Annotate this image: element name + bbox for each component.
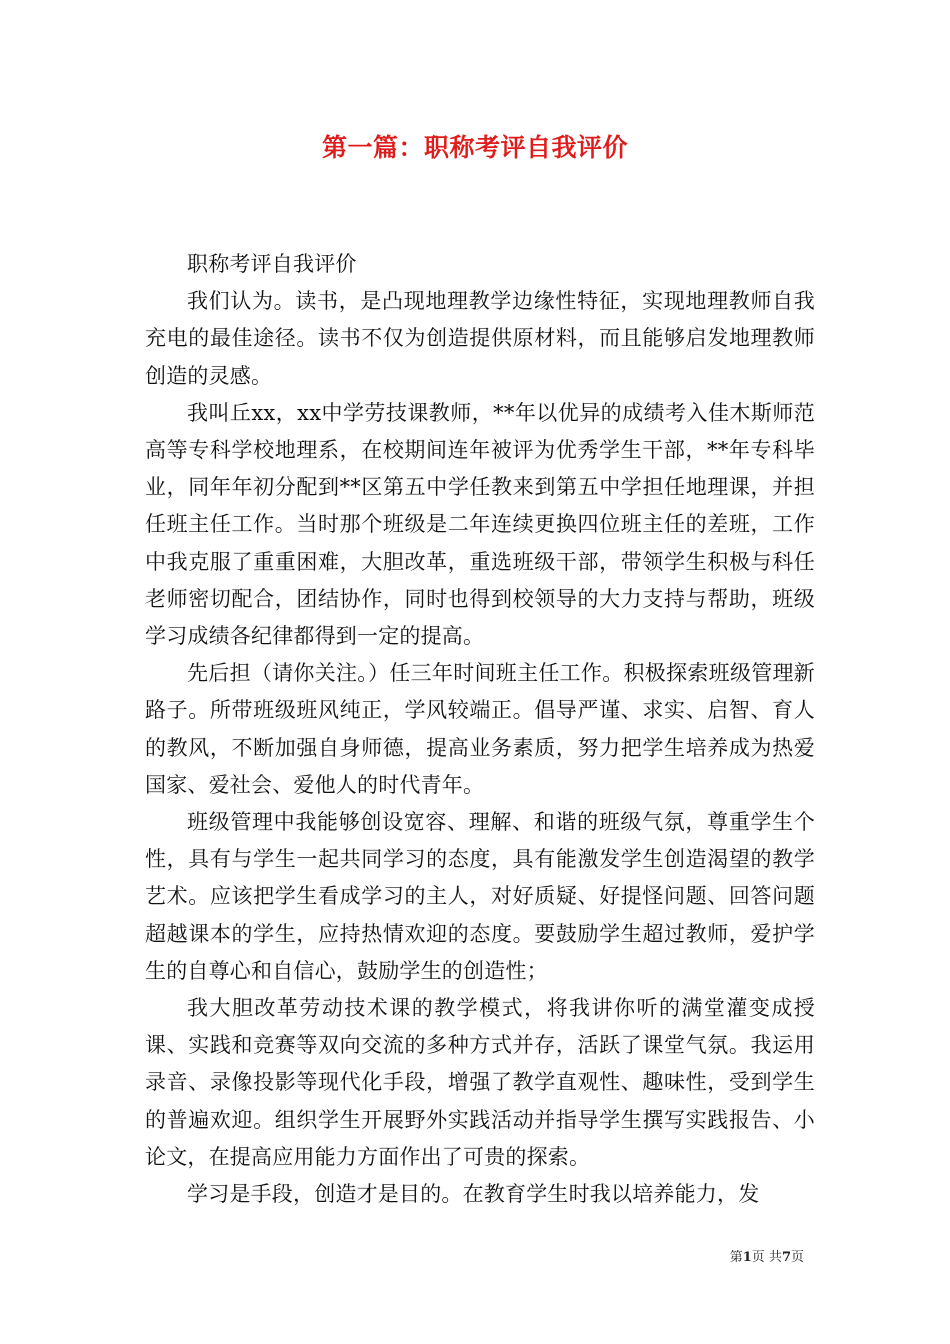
footer-suffix: 页 [790,1250,804,1265]
footer-middle: 页 共 [751,1250,782,1265]
paragraph: 我大胆改革劳动技术课的教学模式，将我讲你听的满堂灌变成授课、实践和竞赛等双向交流的多种方式并存，活跃了课堂气氛。我运用录音、录像投影等现代化手段，增强了教学直观性、趣味性，受到学生的普遍欢迎。组织学生开展野外实践活动并指导学生撰写实践报告、小论文，在提高应用能力方面作出了可贵的探索。 [145,996,815,1169]
paragraph: 我叫丘xx，xx中学劳技课教师，**年以优异的成绩考入佳木斯师范高等专科学校地理系，在校期间连年被评为优秀学生干部，**年专科毕业，同年年初分配到**区第五中学任教来到第五中学担任地理课，并担任班主任工作。当时那个班级是二年连续更换四位班主任的差班，工作中我克服了重重困难，大胆改革，重选班级干部，带领学生积极与科任老师密切配合，团结协作，同时也得到校领导的大力支持与帮助，班级学习成绩各纪律都得到一定的提高。 [145,400,815,649]
current-page-number: 1 [742,1250,752,1265]
paragraph: 学习是手段，创造才是目的。在教育学生时我以培养能力，发 [187,1182,760,1207]
paragraph-subtitle: 职称考评自我评价 [187,252,357,276]
paragraph: 我们认为。读书，是凸现地理教学边缘性特征，实现地理教师自我充电的最佳途径。读书不仅为创造提供原材料，而且能够启发地理教师创造的灵感。 [145,289,815,388]
document-title: 第一篇：职称考评自我评价 [321,133,628,162]
document-body [145,246,815,1213]
paragraph: 先后担（请你关注。）任三年时间班主任工作。积极探索班级管理新路子。所带班级班风纯正，学风较端正。倡导严谨、求实、启智、育人的教风，不断加强自身师德，提高业务素质，努力把学生培养成为热爱国家、爱社会、爱他人的时代青年。 [145,661,815,797]
total-pages-number: 7 [781,1250,791,1265]
page-number-footer [730,1250,804,1266]
paragraph: 班级管理中我能够创设宽容、理解、和谐的班级气氛，尊重学生个性，具有与学生一起共同学习的态度，具有能激发学生创造渴望的教学艺术。应该把学生看成学习的主人，对好质疑、好提怪问题、回答问题超越课本的学生，应持热情欢迎的态度。要鼓励学生超过教师，爱护学生的自尊心和自信心，鼓励学生的创造性； [145,810,815,983]
footer-prefix: 第 [729,1250,743,1265]
